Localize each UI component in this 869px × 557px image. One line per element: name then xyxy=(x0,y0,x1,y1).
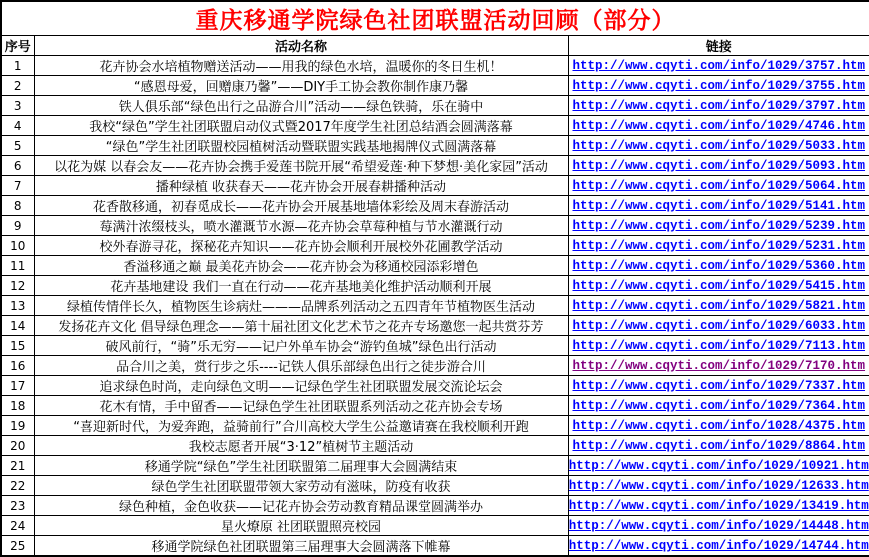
activity-link[interactable]: http://www.cqyti.com/info/1028/4375.htm xyxy=(572,419,866,433)
row-number-cell: 12 xyxy=(1,276,34,296)
table-row xyxy=(1,76,869,96)
activity-link-cell xyxy=(568,476,869,496)
activity-link[interactable]: http://www.cqyti.com/info/1029/5033.htm xyxy=(572,139,866,153)
activity-link[interactable]: http://www.cqyti.com/info/1029/4746.htm xyxy=(572,119,866,133)
activity-name-cell: 破风前行，“骑”乐无穷——记户外单车协会“游钓鱼城”绿色出行活动 xyxy=(34,336,568,356)
activity-link-cell xyxy=(568,516,869,536)
table-row xyxy=(1,316,869,336)
activity-name-cell: 播种绿植 收获春天——花卉协会开展春耕播种活动 xyxy=(34,176,568,196)
table-row xyxy=(1,236,869,256)
row-number-cell: 13 xyxy=(1,296,34,316)
activity-name-cell: “绿色”学生社团联盟校园植树活动暨联盟实践基地揭牌仪式圆满落幕 xyxy=(34,136,568,156)
row-number-cell: 16 xyxy=(1,356,34,376)
row-number-cell: 15 xyxy=(1,336,34,356)
table-row xyxy=(1,116,869,136)
table-row xyxy=(1,196,869,216)
table-row xyxy=(1,96,869,116)
row-number-cell: 19 xyxy=(1,416,34,436)
activity-name-cell: 香溢移通之巅 最美花卉协会——花卉协会为移通校园添彩增色 xyxy=(34,256,568,276)
activity-link-cell xyxy=(568,436,869,456)
table-row xyxy=(1,436,869,456)
activity-link[interactable]: http://www.cqyti.com/info/1029/14744.htm xyxy=(568,539,869,553)
activity-name-cell: 我校志愿者开展“3·12”植树节主题活动 xyxy=(34,436,568,456)
activity-link-cell xyxy=(568,496,869,516)
row-number-cell: 9 xyxy=(1,216,34,236)
activity-link-cell xyxy=(568,56,869,76)
table-row xyxy=(1,516,869,536)
activity-link[interactable]: http://www.cqyti.com/info/1029/3757.htm xyxy=(572,59,866,73)
activity-link[interactable]: http://www.cqyti.com/info/1029/5821.htm xyxy=(572,299,866,313)
activity-name-cell: 品合川之美，赏行步之乐----记铁人俱乐部绿色出行之徒步游合川 xyxy=(34,356,568,376)
activity-name-cell: “感恩母爱，回赠康乃馨”——DIY手工协会教你制作康乃馨 xyxy=(34,76,568,96)
row-number-cell: 18 xyxy=(1,396,34,416)
table-row xyxy=(1,136,869,156)
activity-link-cell xyxy=(568,236,869,256)
activity-link-cell xyxy=(568,296,869,316)
activity-name-cell: 我校“绿色”学生社团联盟启动仪式暨2017年度学生社团总结酒会圆满落幕 xyxy=(34,116,568,136)
activity-link[interactable]: http://www.cqyti.com/info/1029/8864.htm xyxy=(572,439,866,453)
row-number-cell: 24 xyxy=(1,516,34,536)
activity-name-cell: 莓满汁浓缀枝头，喷水灌溉节水源—花卉协会草莓种植与节水灌溉行动 xyxy=(34,216,568,236)
activity-link-cell xyxy=(568,396,869,416)
row-number-cell: 2 xyxy=(1,76,34,96)
row-number-cell: 21 xyxy=(1,456,34,476)
activity-link-cell xyxy=(568,256,869,276)
activity-link[interactable]: http://www.cqyti.com/info/1029/7113.htm xyxy=(572,339,866,353)
table-row xyxy=(1,536,869,557)
table-row xyxy=(1,276,869,296)
activity-name-cell: 发扬花卉文化 倡导绿色理念——第十届社团文化艺术节之花卉专场邀您一起共赏芬芳 xyxy=(34,316,568,336)
activity-link-cell xyxy=(568,96,869,116)
table-row xyxy=(1,376,869,396)
row-number-cell: 23 xyxy=(1,496,34,516)
activity-link[interactable]: http://www.cqyti.com/info/1029/3755.htm xyxy=(572,79,866,93)
activity-link-cell xyxy=(568,116,869,136)
activity-name-cell: 花木有情，手中留香——记绿色学生社团联盟系列活动之花卉协会专场 xyxy=(34,396,568,416)
row-number-cell: 14 xyxy=(1,316,34,336)
activity-name-cell: 追求绿色时尚，走向绿色文明——记绿色学生社团联盟发展交流论坛会 xyxy=(34,376,568,396)
activity-name-cell: 绿植传情伴长久，植物医生诊病灶———品牌系列活动之五四青年节植物医生活动 xyxy=(34,296,568,316)
activity-link-cell xyxy=(568,76,869,96)
activity-link-cell xyxy=(568,216,869,236)
activity-link-cell xyxy=(568,276,869,296)
row-number-cell: 5 xyxy=(1,136,34,156)
row-number-cell: 22 xyxy=(1,476,34,496)
title-row xyxy=(1,1,869,36)
table-row xyxy=(1,56,869,76)
row-number-cell: 20 xyxy=(1,436,34,456)
table-row xyxy=(1,176,869,196)
activity-link[interactable]: http://www.cqyti.com/info/1029/14448.htm xyxy=(568,519,869,533)
row-number-cell: 8 xyxy=(1,196,34,216)
page-title: 重庆移通学院绿色社团联盟活动回顾（部分） xyxy=(1,1,869,36)
table-row xyxy=(1,356,869,376)
activity-name-cell: 校外春游寻花，探秘花卉知识——花卉协会顺利开展校外花圃教学活动 xyxy=(34,236,568,256)
activity-name-cell: 铁人俱乐部“绿色出行之品游合川”活动——绿色铁骑，乐在骑中 xyxy=(34,96,568,116)
activity-name-cell: 移通学院绿色社团联盟第三届理事大会圆满落下帷幕 xyxy=(34,536,568,557)
row-number-cell: 10 xyxy=(1,236,34,256)
table-row xyxy=(1,396,869,416)
table-row xyxy=(1,256,869,276)
row-number-cell: 4 xyxy=(1,116,34,136)
activity-link[interactable]: http://www.cqyti.com/info/1029/7170.htm xyxy=(572,359,866,373)
table-row xyxy=(1,496,869,516)
activity-link[interactable]: http://www.cqyti.com/info/1029/5239.htm xyxy=(572,219,866,233)
activity-link[interactable]: http://www.cqyti.com/info/1029/10921.htm xyxy=(568,459,869,473)
header-row xyxy=(1,36,869,56)
activity-link-cell xyxy=(568,416,869,436)
row-number-cell: 7 xyxy=(1,176,34,196)
row-number-cell: 1 xyxy=(1,56,34,76)
activity-link[interactable]: http://www.cqyti.com/info/1029/5415.htm xyxy=(572,279,866,293)
table-row xyxy=(1,336,869,356)
activity-link[interactable]: http://www.cqyti.com/info/1029/13419.htm xyxy=(568,499,869,513)
activity-name-cell: 花卉基地建设 我们一直在行动——花卉基地美化维护活动顺利开展 xyxy=(34,276,568,296)
activity-link[interactable]: http://www.cqyti.com/info/1029/5141.htm xyxy=(572,199,866,213)
activity-name-cell: 移通学院“绿色”学生社团联盟第二届理事大会圆满结束 xyxy=(34,456,568,476)
table-row xyxy=(1,456,869,476)
activity-name-cell: 花卉协会水培植物赠送活动——用我的绿色水培，温暖你的冬日生机！ xyxy=(34,56,568,76)
table-row xyxy=(1,156,869,176)
activity-link-cell xyxy=(568,176,869,196)
table-row xyxy=(1,296,869,316)
table-row xyxy=(1,216,869,236)
activity-link[interactable]: http://www.cqyti.com/info/1029/5093.htm xyxy=(572,159,866,173)
table-row xyxy=(1,416,869,436)
activity-link-cell xyxy=(568,336,869,356)
activity-link[interactable]: http://www.cqyti.com/info/1029/7364.htm xyxy=(572,399,866,413)
activity-link[interactable]: http://www.cqyti.com/info/1029/12633.htm xyxy=(568,479,869,493)
activity-link[interactable]: http://www.cqyti.com/info/1029/5231.htm xyxy=(572,239,866,253)
activity-link-cell xyxy=(568,156,869,176)
activity-link-cell xyxy=(568,456,869,476)
activity-link-cell xyxy=(568,536,869,557)
activity-link[interactable]: http://www.cqyti.com/info/1029/7337.htm xyxy=(572,379,866,393)
activity-link-cell xyxy=(568,136,869,156)
activity-link[interactable]: http://www.cqyti.com/info/1029/6033.htm xyxy=(572,319,866,333)
activity-link[interactable]: http://www.cqyti.com/info/1029/5360.htm xyxy=(572,259,866,273)
activity-name-cell: 花香散移通，初春觅成长——花卉协会开展基地墙体彩绘及周末春游活动 xyxy=(34,196,568,216)
activity-link[interactable]: http://www.cqyti.com/info/1029/3797.htm xyxy=(572,99,866,113)
activity-link[interactable]: http://www.cqyti.com/info/1029/5064.htm xyxy=(572,179,866,193)
activity-link-cell xyxy=(568,196,869,216)
activity-link-cell xyxy=(568,376,869,396)
row-number-cell: 3 xyxy=(1,96,34,116)
activity-name-cell: 以花为媒 以春会友——花卉协会携手爱莲书院开展“希望爱莲·种下梦想·美化家园”活动 xyxy=(34,156,568,176)
activity-name-cell: 星火燎原 社团联盟照亮校园 xyxy=(34,516,568,536)
row-number-cell: 6 xyxy=(1,156,34,176)
table-row xyxy=(1,476,869,496)
column-header-activity-name: 活动名称 xyxy=(34,36,568,56)
column-header-link: 链接 xyxy=(568,36,869,56)
activity-link-cell xyxy=(568,356,869,376)
row-number-cell: 11 xyxy=(1,256,34,276)
activity-link-cell xyxy=(568,316,869,336)
row-number-cell: 25 xyxy=(1,536,34,557)
activity-name-cell: “喜迎新时代，为爱奔跑，益骑前行”合川高校大学生公益邀请赛在我校顺利开跑 xyxy=(34,416,568,436)
activity-name-cell: 绿色种植，金色收获——记花卉协会劳动教育精品课堂圆满举办 xyxy=(34,496,568,516)
activity-name-cell: 绿色学生社团联盟带领大家劳动有滋味，防疫有收获 xyxy=(34,476,568,496)
row-number-cell: 17 xyxy=(1,376,34,396)
column-header-number: 序号 xyxy=(1,36,34,56)
